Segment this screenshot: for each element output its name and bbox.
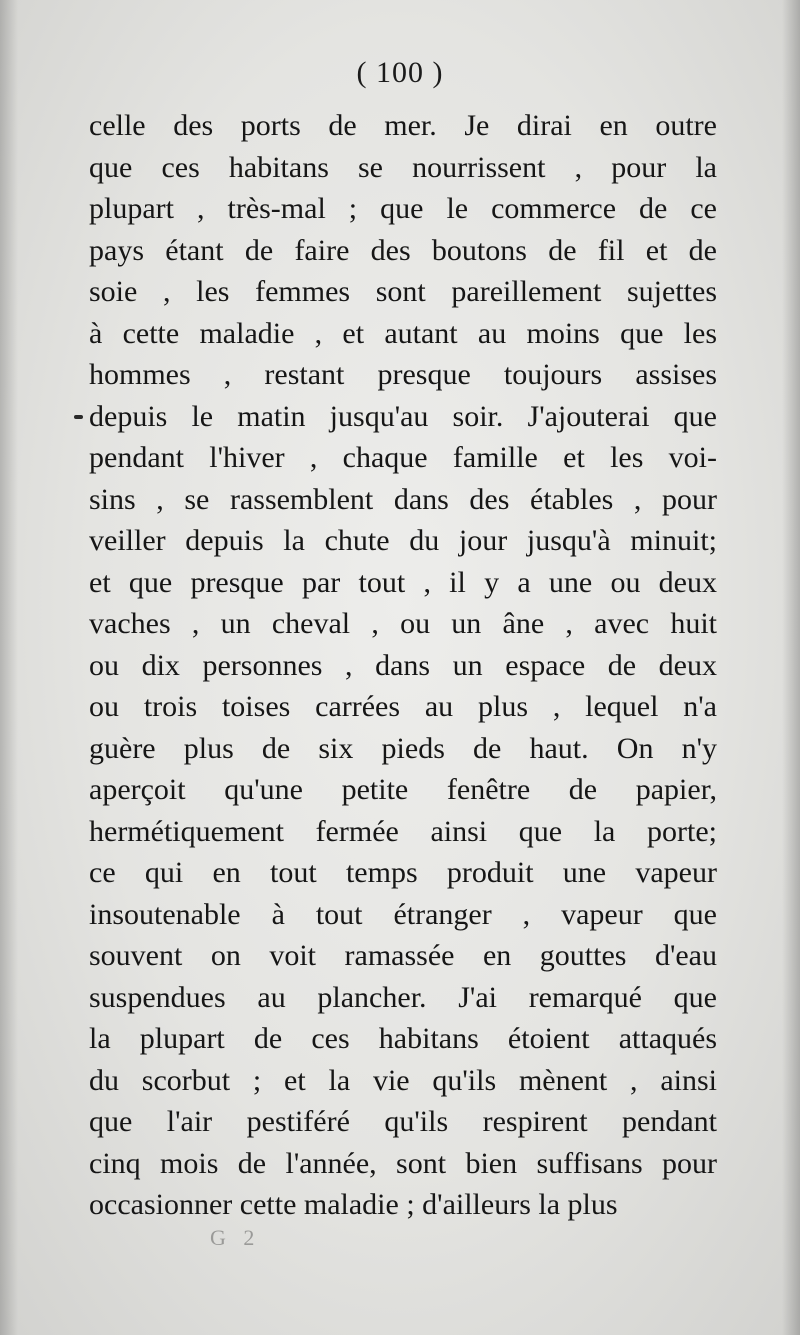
text-line: hermétiquement fermée ainsi que la porte; [89,814,717,848]
text-line: ou dix personnes , dans un espace de deux [89,648,717,682]
text-line: sins , se rassemblent dans des étables , pour [89,482,717,516]
text-line: à cette maladie , et autant au moins que les [89,316,717,350]
text-line: hommes , restant presque toujours assises [89,358,717,391]
text-line: soie , les femmes sont pareillement sujettes [89,275,717,308]
text-line: ou trois toises carrées au plus , lequel n'a [89,690,717,723]
page-edge-shadow-right [782,0,800,1335]
text-line: suspendues au plancher. J'ai remarqué que [89,980,717,1014]
text-line: la plupart de ces habitans étoient attaqués [89,1022,717,1055]
text-line: celle des ports de mer. Je dirai en outre [89,109,717,142]
text-line: aperçoit qu'une petite fenêtre de papier, [89,773,717,806]
page-number-header: ( 100 ) [356,56,444,89]
text-line: veiller depuis la chute du jour jusqu'à minuit; [89,524,717,557]
text-line: pays étant de faire des boutons de fil et de [89,233,717,267]
text-line: souvent on voit ramassée en gouttes d'eau [89,939,717,972]
text-line: ce qui en tout temps produit une vapeur [89,856,717,889]
text-line: guère plus de six pieds de haut. On n'y [89,731,717,765]
text-line: depuis le matin jusqu'au soir. J'ajouterai que [89,399,717,433]
signature-mark: G 2 [210,1225,261,1250]
page-edge-shadow-left [0,0,18,1335]
margin-ink-mark [74,415,83,419]
text-line: insoutenable à tout étranger , vapeur que [89,897,717,931]
text-line: cinq mois de l'année, sont bien suffisans pour [89,1146,717,1180]
text-line: que ces habitans se nourrissent , pour la [89,150,717,184]
text-line: du scorbut ; et la vie qu'ils mènent , ainsi [89,1063,717,1097]
text-line: occasionner cette maladie ; d'ailleurs la plus [89,1188,618,1221]
text-line: que l'air pestiféré qu'ils respirent pendant [89,1105,717,1138]
text-line: pendant l'hiver , chaque famille et les voi- [89,441,717,474]
text-line: et que presque par tout , il y a une ou deux [89,565,717,599]
text-line: plupart , très-mal ; que le commerce de ce [89,192,717,225]
body-text [89,105,717,1226]
text-line: vaches , un cheval , ou un âne , avec huit [89,607,717,640]
